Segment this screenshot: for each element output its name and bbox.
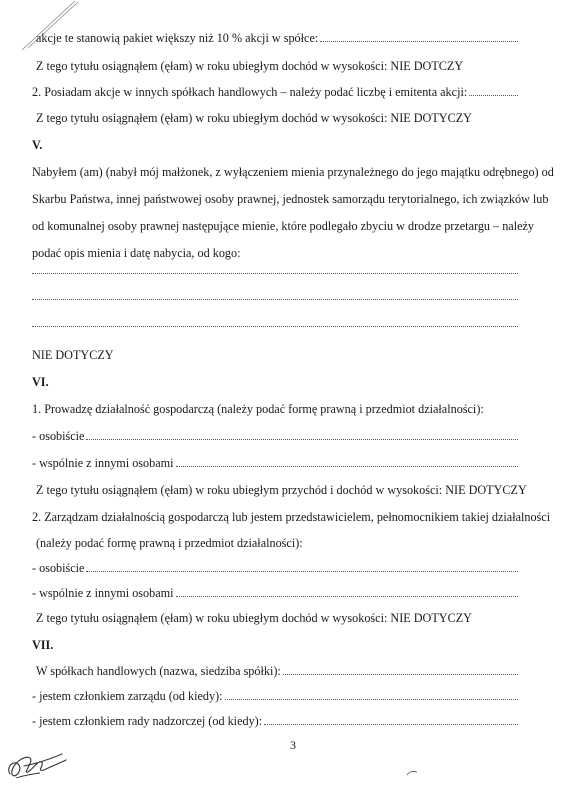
shares-stake-text: akcje te stanowią pakiet większy niż 10 % akcji w spółce:	[36, 31, 319, 45]
section-vii-heading	[32, 637, 518, 653]
companies-line	[36, 663, 518, 679]
income-text: Z tego tytułu osiągnąłem (ęłam) w roku ubiegłym dochód w wysokości: NIE DOTYCZY	[36, 111, 472, 125]
income-text: Z tego tytułu osiągnąłem (ęłam) w roku ubiegłym dochód w wysokości: NIE DOTCZY	[36, 59, 464, 73]
companies-text: W spółkach handlowych (nazwa, siedziba spółki):	[36, 664, 281, 678]
section-v-paragraph-line: podać opis mienia i datę nabycia, od kogo:	[32, 246, 241, 260]
legal-form-text: (należy podać formę prawną i przedmiot działalności):	[36, 536, 303, 550]
fill-in-field	[86, 429, 518, 440]
jointly-line	[32, 455, 518, 471]
section-vi-heading	[32, 374, 518, 390]
fill-in-field	[176, 586, 519, 597]
income-line-4	[36, 610, 518, 626]
income-text: Z tego tytułu osiągnąłem (ęłam) w roku ubiegłym przychód i dochód w wysokości: NIE DOTYCZY	[36, 483, 527, 497]
supervisory-board-text: - jestem członkiem rady nadzorczej (od kiedy):	[32, 714, 263, 728]
shares-stake-line	[36, 30, 518, 46]
fill-in-field	[283, 664, 518, 675]
income-line-2	[36, 110, 518, 126]
answer-text: NIE DOTYCZY	[32, 348, 114, 362]
section-v-answer	[32, 347, 518, 363]
jointly-line	[32, 585, 518, 601]
fill-in-field	[264, 714, 518, 725]
personally-line	[32, 428, 518, 444]
section-vii-label: VII.	[32, 638, 54, 652]
section-v-paragraph-line: Skarbu Państwa, innej państwowej osoby prawnej, jednostek samorządu terytorialnego, ich związków lub	[32, 192, 549, 206]
personally-text: - osobiście	[32, 429, 85, 443]
fill-in-field	[176, 456, 519, 467]
supervisory-board-line	[32, 713, 518, 729]
signature-image	[4, 740, 74, 785]
blank-answer-line	[32, 325, 518, 327]
board-member-line	[32, 688, 518, 704]
income-text: Z tego tytułu osiągnąłem (ęłam) w roku ubiegłym dochód w wysokości: NIE DOTYCZY	[36, 611, 472, 625]
business-activity-text: 1. Prowadzę działalność gospodarczą (należy podać formę prawną i przedmiot działalności):	[32, 402, 484, 416]
fill-in-field	[86, 561, 518, 572]
management-line: 2. Zarządzam działalnością gospodarczą lub jestem przedstawicielem, pełnomocnikiem takiej działalności	[32, 510, 551, 524]
jointly-text: - wspólnie z innymi osobami	[32, 586, 174, 600]
income-line-1	[36, 58, 518, 74]
fill-in-field	[225, 689, 518, 700]
board-member-text: - jestem członkiem zarządu (od kiedy):	[32, 689, 223, 703]
personally-line	[32, 560, 518, 576]
section-v-paragraph-line: od komunalnej osoby prawnej następujące mienie, które podlegało zbyciu w drodze przetargu – należy	[32, 219, 534, 233]
blank-answer-line	[32, 298, 518, 300]
jointly-text: - wspólnie z innymi osobami	[32, 456, 174, 470]
small-stamp-mark	[405, 768, 419, 778]
section-v-paragraph-line: Nabyłem (am) (nabył mój małżonek, z wyłączeniem mienia przynależnego do jego majątku odrębnego) od	[32, 165, 554, 179]
legal-form-note	[36, 535, 518, 551]
section-v-heading	[32, 137, 518, 153]
other-shares-text: 2. Posiadam akcje w innych spółkach handlowych – należy podać liczbę i emitenta akcji:	[32, 85, 468, 99]
page-number: 3	[290, 738, 296, 752]
other-shares-line	[32, 84, 518, 100]
fill-in-field	[320, 31, 518, 42]
income-line-3	[36, 482, 527, 498]
business-activity-line	[32, 401, 518, 417]
blank-answer-line	[32, 272, 518, 274]
fill-in-field	[469, 85, 518, 96]
section-vi-label: VI.	[32, 375, 49, 389]
section-v-label: V.	[32, 138, 43, 152]
personally-text: - osobiście	[32, 561, 85, 575]
